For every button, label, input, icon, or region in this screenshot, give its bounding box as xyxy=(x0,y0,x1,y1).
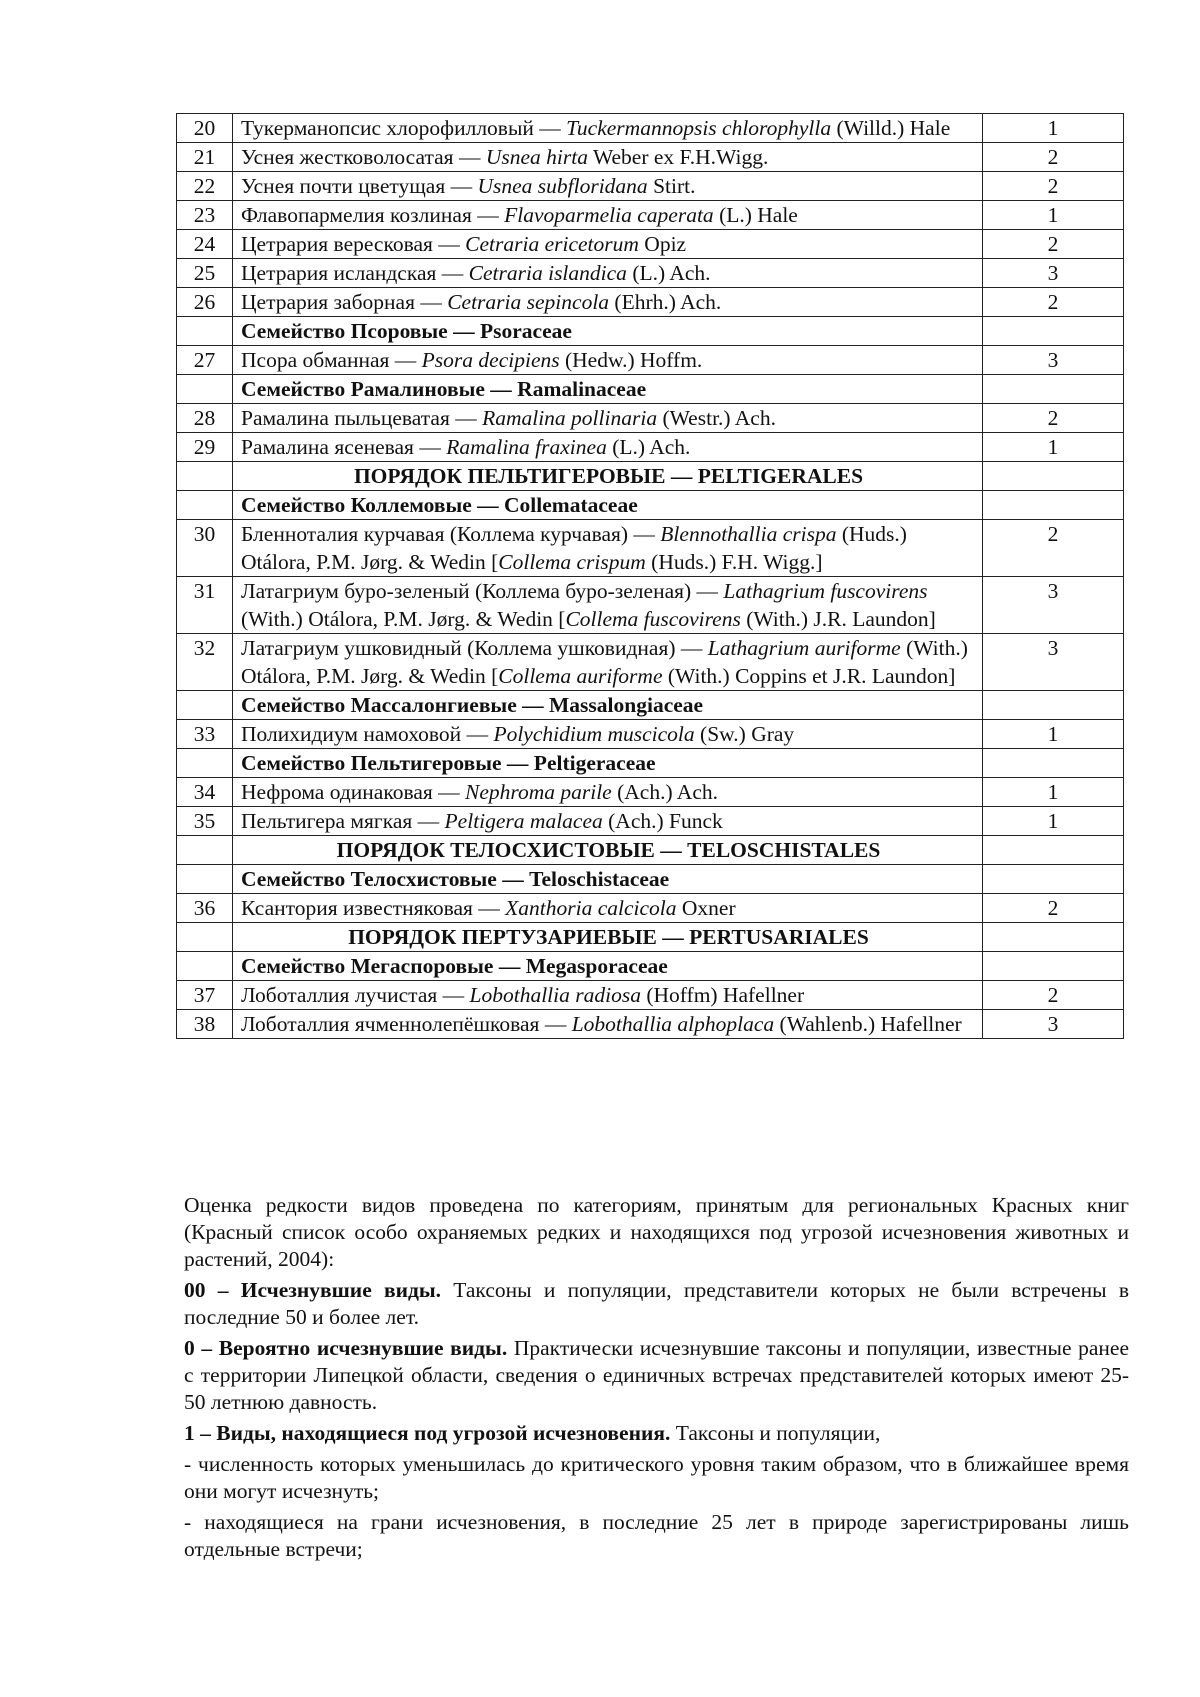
rarity-category xyxy=(983,749,1124,778)
row-number xyxy=(177,491,233,520)
russian-name: Псора обманная xyxy=(241,348,390,372)
category-1 xyxy=(184,1420,1129,1447)
synonym-latin-name: Collema crispum xyxy=(498,550,646,574)
category-1-text: Таксоны и популяции, xyxy=(670,1421,881,1445)
order-heading: ПОРЯДОК ПЕЛЬТИГЕРОВЫЕ — PELTIGERALES xyxy=(233,462,983,491)
russian-name: Пельтигера мягкая xyxy=(241,809,413,833)
rarity-category: 3 xyxy=(983,577,1124,634)
species-name: Латагриум ушковидный (Коллема ушковидная) — Lathagrium auriforme (With.) Otálora, P.M. Jørg. & Wedin [Collema auriforme (With.) Coppins et J.R. Laundon] xyxy=(233,634,983,691)
order-row xyxy=(177,923,1124,952)
synonym-author: (With.) J.R. Laundon] xyxy=(746,607,936,631)
notes-intro: Оценка редкости видов проведена по категориям, принятым для региональных Красных книг (Красный список особо охраняемых редких и находящихся под угрозой исчезновения животных и растений, 2004): xyxy=(184,1193,1129,1271)
row-number: 34 xyxy=(177,778,233,807)
family-row xyxy=(177,491,1124,520)
species-name: Цетрария заборная — Cetraria sepincola (Ehrh.) Ach. xyxy=(233,288,983,317)
category-0-text: Практически исчезнувшие таксоны и популяции, известные ранее с территории Липецкой области, сведения о единичных встречах представителей которых имеют 25-50 летнюю давность. xyxy=(184,1336,1129,1414)
species-name: Флавопармелия козлиная — Flavoparmelia caperata (L.) Hale xyxy=(233,201,983,230)
order-row xyxy=(177,462,1124,491)
author: (Huds.) Otálora, P.M. Jørg. & Wedin [ xyxy=(241,522,907,574)
row-number: 30 xyxy=(177,520,233,577)
rarity-category xyxy=(983,836,1124,865)
table-row xyxy=(177,433,1124,462)
russian-name: Цетрария вересковая xyxy=(241,232,433,256)
row-number: 32 xyxy=(177,634,233,691)
family-row xyxy=(177,691,1124,720)
species-name: Ксантория известняковая — Xanthoria calcicola Oxner xyxy=(233,894,983,923)
latin-name: Lobothallia alphoplaca xyxy=(571,1012,775,1036)
category-0 xyxy=(184,1335,1129,1416)
row-number xyxy=(177,836,233,865)
table-row xyxy=(177,346,1124,375)
russian-name: Флавопармелия козлиная xyxy=(241,203,472,227)
table-row xyxy=(177,404,1124,433)
author: (With.) Otálora, P.M. Jørg. & Wedin [ xyxy=(241,607,566,631)
row-number: 22 xyxy=(177,172,233,201)
row-number: 38 xyxy=(177,1010,233,1039)
table-row xyxy=(177,720,1124,749)
category-1-item: - находящиеся на грани исчезновения, в последние 25 лет в природе зарегистрированы лишь отдельные встречи; xyxy=(184,1510,1129,1561)
synonym-latin-name: Collema fuscovirens xyxy=(565,607,741,631)
row-number xyxy=(177,923,233,952)
row-number: 31 xyxy=(177,577,233,634)
species-name: Цетрария вересковая — Cetraria ericetorum Opiz xyxy=(233,230,983,259)
table-row xyxy=(177,114,1124,143)
latin-name: Blennothallia crispa xyxy=(660,522,837,546)
author: Stirt. xyxy=(653,174,696,198)
table-row xyxy=(177,143,1124,172)
russian-name: Латагриум буро-зеленый (Коллема буро-зеленая) xyxy=(241,579,692,603)
russian-name: Цетрария исландская xyxy=(241,261,437,285)
russian-name: Уснея почти цветущая xyxy=(241,174,446,198)
row-number: 28 xyxy=(177,404,233,433)
category-1-title: 1 – Виды, находящиеся под угрозой исчезновения. xyxy=(184,1421,671,1445)
russian-name: Цетрария заборная xyxy=(241,290,415,314)
row-number xyxy=(177,317,233,346)
table-row xyxy=(177,894,1124,923)
rarity-category xyxy=(983,375,1124,404)
species-name: Бленноталия курчавая (Коллема курчавая) — Blennothallia crispa (Huds.) Otálora, P.M. Jørg. & Wedin [Collema crispum (Huds.) F.H. Wigg.] xyxy=(233,520,983,577)
category-00 xyxy=(184,1277,1129,1331)
species-name: Лоботаллия ячменнолепёшковая — Lobothallia alphoplaca (Wahlenb.) Hafellner xyxy=(233,1010,983,1039)
family-row xyxy=(177,952,1124,981)
family-row xyxy=(177,865,1124,894)
row-number: 35 xyxy=(177,807,233,836)
russian-name: Уснея жестковолосатая xyxy=(241,145,454,169)
rarity-category: 1 xyxy=(983,778,1124,807)
category-00-title: 00 – Исчезнувшие виды. xyxy=(184,1278,442,1302)
rarity-category: 1 xyxy=(983,720,1124,749)
latin-name: Usnea hirta xyxy=(485,145,588,169)
rarity-category xyxy=(983,865,1124,894)
row-number: 26 xyxy=(177,288,233,317)
rarity-category: 1 xyxy=(983,201,1124,230)
row-number: 21 xyxy=(177,143,233,172)
rarity-category: 2 xyxy=(983,981,1124,1010)
family-row xyxy=(177,749,1124,778)
latin-name: Xanthoria calcicola xyxy=(505,896,677,920)
row-number xyxy=(177,749,233,778)
species-name: Псора обманная — Psora decipiens (Hedw.) Hoffm. xyxy=(233,346,983,375)
rarity-category: 3 xyxy=(983,346,1124,375)
row-number xyxy=(177,375,233,404)
species-name: Цетрария исландская — Cetraria islandica (L.) Ach. xyxy=(233,259,983,288)
author: (Hoffm) Hafellner xyxy=(646,983,805,1007)
family-heading: Семейство Пельтигеровые — Peltigeraceae xyxy=(233,749,983,778)
rarity-category: 2 xyxy=(983,520,1124,577)
family-heading: Семейство Телосхистовые — Teloschistaceae xyxy=(233,865,983,894)
red-list-table xyxy=(176,113,1124,1039)
row-number xyxy=(177,462,233,491)
order-heading: ПОРЯДОК ПЕРТУЗАРИЕВЫЕ — PERTUSARIALES xyxy=(233,923,983,952)
table-row xyxy=(177,634,1124,691)
family-heading: Семейство Массалонгиевые — Massalongiaceae xyxy=(233,691,983,720)
latin-name: Cetraria sepincola xyxy=(447,290,610,314)
synonym-latin-name: Collema auriforme xyxy=(498,664,663,688)
rarity-category: 2 xyxy=(983,288,1124,317)
author: Weber ex F.H.Wigg. xyxy=(592,145,769,169)
table-row xyxy=(177,201,1124,230)
synonym-author: (Huds.) F.H. Wigg.] xyxy=(651,550,823,574)
rarity-category: 2 xyxy=(983,230,1124,259)
rarity-category: 2 xyxy=(983,143,1124,172)
russian-name: Тукерманопсис хлорофилловый xyxy=(241,116,534,140)
author: (Hedw.) Hoffm. xyxy=(564,348,703,372)
synonym-author: (With.) Coppins et J.R. Laundon] xyxy=(667,664,956,688)
rarity-category xyxy=(983,317,1124,346)
author: (Westr.) Ach. xyxy=(662,406,776,430)
family-heading: Семейство Мегаспоровые — Megasporaceae xyxy=(233,952,983,981)
category-0-title: 0 – Вероятно исчезнувшие виды. xyxy=(184,1336,508,1360)
species-name: Тукерманопсис хлорофилловый — Tuckermannopsis chlorophylla (Willd.) Hale xyxy=(233,114,983,143)
author: (Wahlenb.) Hafellner xyxy=(779,1012,962,1036)
author: Opiz xyxy=(644,232,687,256)
row-number: 37 xyxy=(177,981,233,1010)
russian-name: Бленноталия курчавая (Коллема курчавая) xyxy=(241,522,629,546)
row-number: 36 xyxy=(177,894,233,923)
rarity-category: 2 xyxy=(983,404,1124,433)
author: (L.) Ach. xyxy=(632,261,711,285)
russian-name: Нефрома одинаковая xyxy=(241,780,433,804)
latin-name: Polychidium muscicola xyxy=(493,722,695,746)
species-name: Уснея почти цветущая — Usnea subfloridana Stirt. xyxy=(233,172,983,201)
rarity-category: 1 xyxy=(983,114,1124,143)
species-name: Пельтигера мягкая — Peltigera malacea (Ach.) Funck xyxy=(233,807,983,836)
latin-name: Lobothallia radiosa xyxy=(469,983,641,1007)
russian-name: Рамалина ясеневая xyxy=(241,435,414,459)
table-row xyxy=(177,259,1124,288)
latin-name: Nephroma parile xyxy=(465,780,612,804)
species-name: Латагриум буро-зеленый (Коллема буро-зеленая) — Lathagrium fuscovirens (With.) Otálora, P.M. Jørg. & Wedin [Collema fuscovirens (With.) J.R. Laundon] xyxy=(233,577,983,634)
latin-name: Psora decipiens xyxy=(421,348,560,372)
species-name: Рамалина ясеневая — Ramalina fraxinea (L.) Ach. xyxy=(233,433,983,462)
table-row xyxy=(177,288,1124,317)
order-row xyxy=(177,836,1124,865)
latin-name: Cetraria islandica xyxy=(468,261,627,285)
table-row xyxy=(177,520,1124,577)
rarity-category xyxy=(983,691,1124,720)
rarity-category xyxy=(983,491,1124,520)
species-name: Нефрома одинаковая — Nephroma parile (Ach.) Ach. xyxy=(233,778,983,807)
order-heading: ПОРЯДОК ТЕЛОСХИСТОВЫЕ — TELOSCHISTALES xyxy=(233,836,983,865)
family-heading: Семейство Псоровые — Psoraceae xyxy=(233,317,983,346)
latin-name: Cetraria ericetorum xyxy=(465,232,639,256)
latin-name: Ramalina fraxinea xyxy=(446,435,607,459)
species-name: Рамалина пыльцеватая — Ramalina pollinaria (Westr.) Ach. xyxy=(233,404,983,433)
row-number: 25 xyxy=(177,259,233,288)
category-1-item: - численность которых уменьшилась до критического уровня таким образом, что в ближайшее время они могут исчезнуть; xyxy=(184,1452,1129,1503)
latin-name: Peltigera malacea xyxy=(444,809,603,833)
russian-name: Лоботаллия лучистая xyxy=(241,983,438,1007)
category-notes xyxy=(184,1192,1129,1567)
rarity-category: 3 xyxy=(983,259,1124,288)
author: (Ach.) Ach. xyxy=(617,780,719,804)
latin-name: Ramalina pollinaria xyxy=(482,406,658,430)
species-name: Полихидиум намоховой — Polychidium muscicola (Sw.) Gray xyxy=(233,720,983,749)
russian-name: Рамалина пыльцеватая xyxy=(241,406,450,430)
family-heading: Семейство Рамалиновые — Ramalinaceae xyxy=(233,375,983,404)
latin-name: Flavoparmelia caperata xyxy=(504,203,714,227)
row-number: 24 xyxy=(177,230,233,259)
row-number: 23 xyxy=(177,201,233,230)
row-number: 27 xyxy=(177,346,233,375)
author: (With.) Otálora, P.M. Jørg. & Wedin [ xyxy=(241,636,968,688)
rarity-category xyxy=(983,952,1124,981)
rarity-category: 2 xyxy=(983,894,1124,923)
author: (Sw.) Gray xyxy=(700,722,795,746)
rarity-category: 2 xyxy=(983,172,1124,201)
latin-name: Lathagrium auriforme xyxy=(707,636,901,660)
table-body xyxy=(177,114,1124,1039)
latin-name: Usnea subfloridana xyxy=(477,174,648,198)
author: (L.) Hale xyxy=(719,203,798,227)
family-row xyxy=(177,317,1124,346)
table-row xyxy=(177,807,1124,836)
author: (Ach.) Funck xyxy=(608,809,723,833)
author: Oxner xyxy=(681,896,736,920)
russian-name: Полихидиум намоховой xyxy=(241,722,462,746)
russian-name: Латагриум ушковидный (Коллема ушковидная) xyxy=(241,636,676,660)
table-row xyxy=(177,981,1124,1010)
rarity-category: 1 xyxy=(983,433,1124,462)
species-name: Лоботаллия лучистая — Lobothallia radiosa (Hoffm) Hafellner xyxy=(233,981,983,1010)
russian-name: Ксантория известняковая xyxy=(241,896,473,920)
table-row xyxy=(177,778,1124,807)
table-row xyxy=(177,577,1124,634)
row-number: 20 xyxy=(177,114,233,143)
russian-name: Лоботаллия ячменнолепёшковая xyxy=(241,1012,540,1036)
species-name: Уснея жестковолосатая — Usnea hirta Weber ex F.H.Wigg. xyxy=(233,143,983,172)
table-row xyxy=(177,1010,1124,1039)
latin-name: Tuckermannopsis chlorophylla xyxy=(566,116,832,140)
row-number xyxy=(177,952,233,981)
row-number: 33 xyxy=(177,720,233,749)
latin-name: Lathagrium fuscovirens xyxy=(723,579,928,603)
family-row xyxy=(177,375,1124,404)
family-heading: Семейство Коллемовые — Collemataceae xyxy=(233,491,983,520)
row-number xyxy=(177,691,233,720)
author: (L.) Ach. xyxy=(612,435,691,459)
row-number: 29 xyxy=(177,433,233,462)
table-row xyxy=(177,230,1124,259)
category-00-text: Таксоны и популяции, представители которых не были встречены в последние 50 и более лет. xyxy=(184,1278,1129,1329)
rarity-category xyxy=(983,462,1124,491)
author: (Willd.) Hale xyxy=(836,116,951,140)
rarity-category xyxy=(983,923,1124,952)
rarity-category: 3 xyxy=(983,1010,1124,1039)
rarity-category: 3 xyxy=(983,634,1124,691)
table-row xyxy=(177,172,1124,201)
rarity-category: 1 xyxy=(983,807,1124,836)
row-number xyxy=(177,865,233,894)
author: (Ehrh.) Ach. xyxy=(614,290,722,314)
